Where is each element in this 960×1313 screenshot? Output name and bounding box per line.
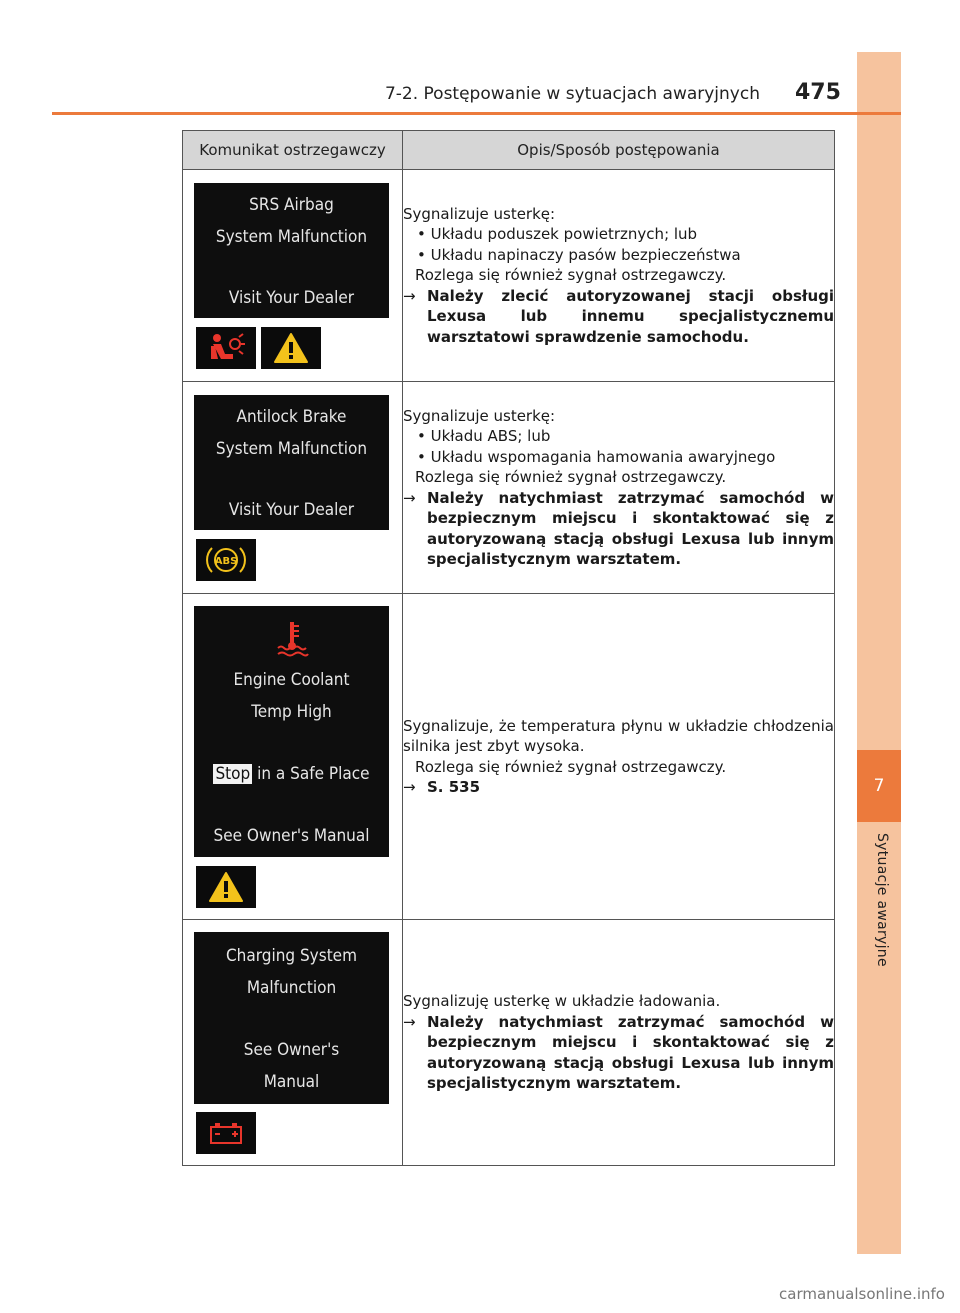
desc-note: Rozlega się również sygnał ostrzegawczy. [415,757,727,776]
screen-line: Temp High [251,701,332,722]
screen-line: Charging System [226,945,357,966]
header-description: Opis/Sposób postępowania [403,131,835,170]
header-rule [52,112,901,115]
chapter-side-tab [857,52,901,1254]
table-row [183,170,835,382]
table-row [183,382,835,594]
screen-line: in a Safe Place [257,763,370,784]
abs-icon-label: ABS [214,555,238,567]
desc-bullet: • Układu napinaczy pasów bezpieczeństwa [403,245,834,266]
chapter-number: 7 [857,750,901,822]
screen-line: Visit Your Dealer [228,499,355,520]
display-screen [194,606,389,857]
airbag-icon [196,327,256,369]
warning-triangle-icon [196,866,256,908]
page-number: 475 [795,80,841,105]
abs-icon [196,539,256,581]
chapter-label: Sytuacje awaryjne [874,833,890,967]
screen-line: See Owner's [243,1039,340,1060]
warning-visual [183,920,403,1166]
desc-action: Należy natychmiast zatrzymać samochód w bezpiecznym miejscu i skontaktować się z autoryzowaną stacją obsługi Lexusa lub innym specjalistycznym warsztatem. [427,1012,834,1093]
warning-description [403,594,835,920]
section-title: 7-2. Postępowanie w sytuacjach awaryjnych [384,84,760,104]
warning-visual [183,594,403,920]
desc-note: Rozlega się również sygnał ostrzegawczy. [415,468,727,486]
screen-line: Antilock Brake [236,406,347,427]
desc-intro: Sygnalizuje usterkę: [403,204,556,223]
warning-visual [183,170,403,382]
warning-description [403,920,835,1166]
warning-description [403,382,835,594]
screen-line: SRS Airbag [249,194,334,215]
desc-bullet: • Układu poduszek powietrznych; lub [403,224,834,245]
desc-bullet: • Układu ABS; lub [403,426,834,447]
table-header-row [183,131,835,170]
table-row [183,920,835,1166]
desc-bullet: • Układu wspomagania hamowania awaryjnego [403,447,834,468]
arrow-icon: → [403,488,416,507]
display-screen [194,932,389,1104]
desc-action: Należy natychmiast zatrzymać samochód w bezpiecznym miejscu i skontaktować się z autoryzowaną stacją obsługi Lexusa lub innym specjalistycznym warsztatem. [427,488,834,568]
battery-icon [196,1112,256,1154]
warning-messages-table [182,130,835,1166]
desc-page-reference[interactable]: S. 535 [427,778,481,796]
warning-triangle-icon [261,327,321,369]
desc-note: Rozlega się również sygnał ostrzegawczy. [415,266,727,285]
warning-visual [183,382,403,594]
footer-watermark: carmanualsonline.info [779,1285,945,1303]
screen-line: Visit Your Dealer [228,287,355,308]
warning-description [403,170,835,382]
screen-line: System Malfunction [215,226,368,247]
display-screen [194,183,389,318]
stop-label: Stop [215,763,251,784]
screen-line: Manual [263,1071,320,1092]
desc-intro: Sygnalizuje usterkę: [403,406,556,425]
screen-line: System Malfunction [215,438,368,459]
screen-line: Malfunction [246,977,337,998]
desc-intro: Sygnalizuje, że temperatura płynu w układzie chłodzenia silnika jest zbyt wysoka. [403,716,834,755]
arrow-icon: → [403,1012,416,1031]
coolant-temperature-icon [194,612,389,664]
arrow-icon: → [403,286,416,305]
desc-action: Należy zlecić autoryzowanej stacji obsługi Lexusa lub innemu specjalistycznemu warsztatowi sprawdzenie samochodu. [427,286,834,346]
arrow-icon: → [403,778,416,796]
screen-line: Engine Coolant [233,669,350,690]
table-row [183,594,835,920]
desc-intro: Sygnalizuję usterkę w układzie ładowania. [403,992,721,1011]
header-warning-message: Komunikat ostrzegawczy [183,131,403,170]
display-screen [194,395,389,530]
screen-line: See Owner's Manual [213,825,370,846]
